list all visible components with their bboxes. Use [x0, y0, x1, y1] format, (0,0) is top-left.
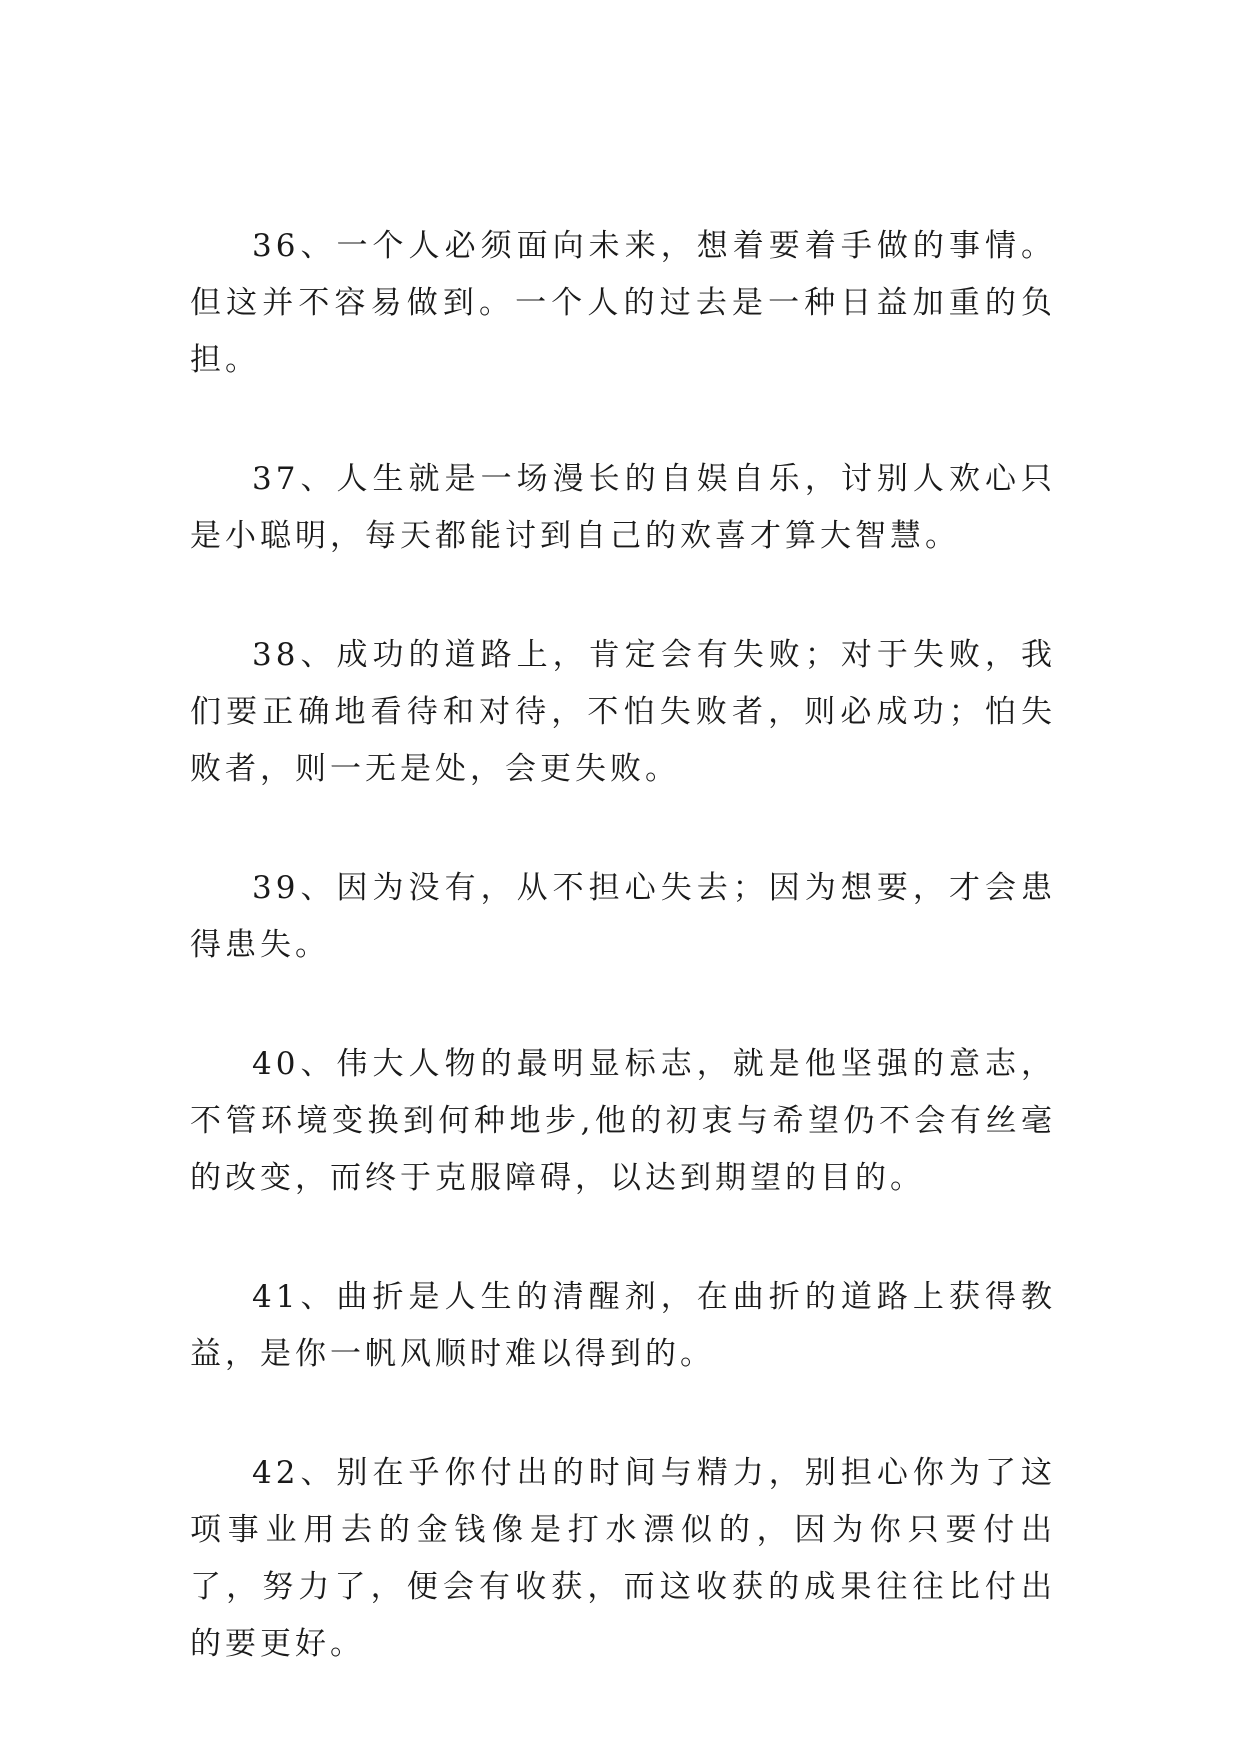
paragraph-42: 42、别在乎你付出的时间与精力，别担心你为了这项事业用去的金钱像是打水漂似的，因为你只要付出了，努力了，便会有收获，而这收获的成果往往比付出的要更好。: [190, 1455, 1056, 1662]
document-body: [190, 218, 1056, 1735]
paragraph-40: 40、伟大人物的最明显标志，就是他坚强的意志，不管环境变换到何种地步,他的初衷与希望仍不会有丝毫的改变，而终于克服障碍，以达到期望的目的。: [190, 1046, 1056, 1196]
paragraph-37: 37、人生就是一场漫长的自娱自乐，讨别人欢心只是小聪明，每天都能讨到自己的欢喜才算大智慧。: [190, 461, 1056, 554]
paragraph-36: 36、一个人必须面向未来，想着要着手做的事情。但这并不容易做到。一个人的过去是一种日益加重的负担。: [190, 228, 1056, 378]
paragraph-38: 38、成功的道路上，肯定会有失败；对于失败，我们要正确地看待和对待，不怕失败者，则必成功；怕失败者，则一无是处，会更失败。: [190, 637, 1056, 787]
paragraph-41: 41、曲折是人生的清醒剂，在曲折的道路上获得教益，是你一帆风顺时难以得到的。: [190, 1279, 1056, 1372]
paragraph-39: 39、因为没有，从不担心失去；因为想要，才会患得患失。: [190, 870, 1056, 963]
